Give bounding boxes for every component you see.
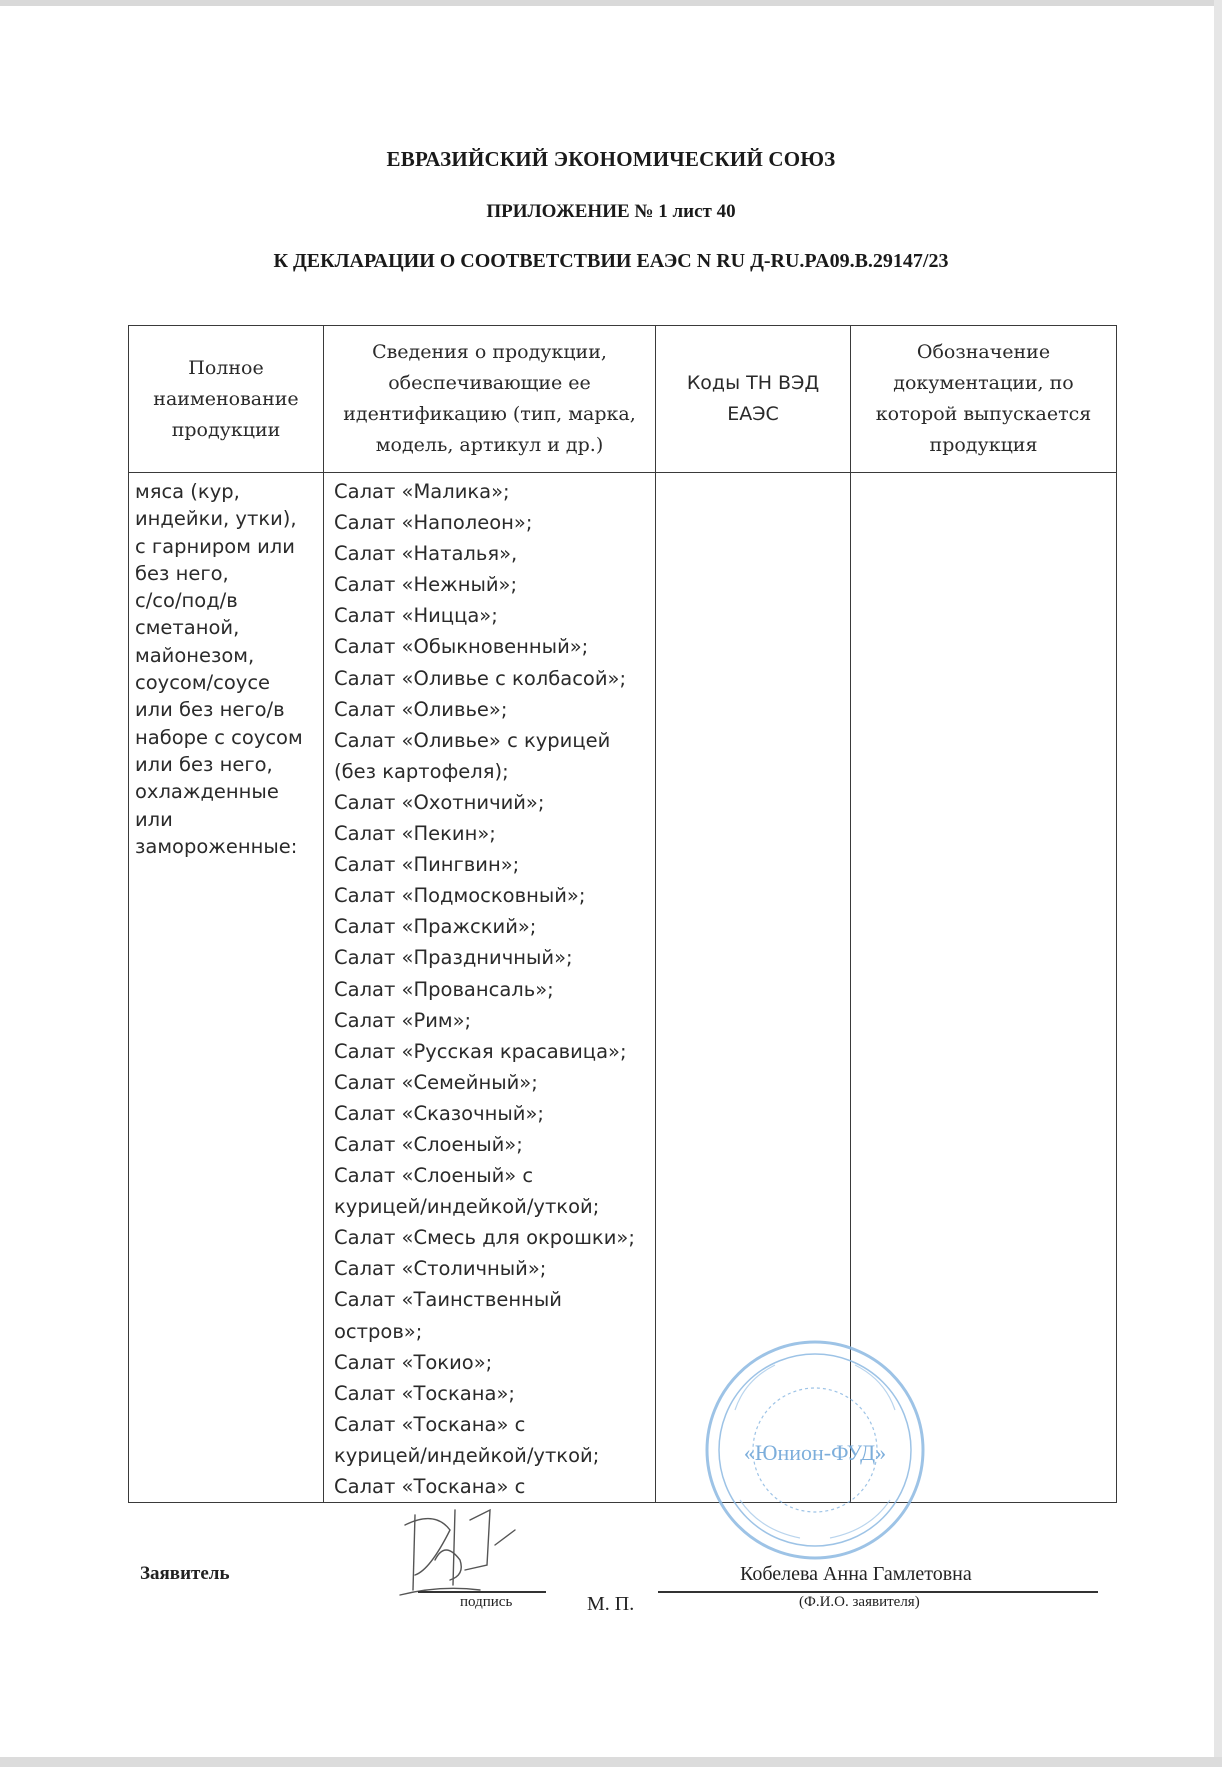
product-item: Салат «Оливье» с курицей — [334, 728, 611, 752]
product-item: Салат «Охотничий»; — [334, 790, 545, 814]
product-item: Салат «Пражский»; — [334, 915, 537, 939]
product-name-line: или без него/в — [135, 698, 285, 722]
product-item: Салат «Оливье»; — [334, 697, 508, 721]
seal-place-label: М. П. — [587, 1593, 635, 1615]
product-item: Салат «Наталья», — [334, 542, 518, 566]
product-item: Салат «Тоскана» с — [334, 1475, 526, 1498]
product-name-cell — [129, 473, 324, 1503]
product-item: Салат «Таинственный — [334, 1288, 562, 1312]
product-item: Салат «Подмосковный»; — [334, 884, 586, 908]
signature-caption: подпись — [460, 1594, 513, 1610]
product-name-line: наборе с соусом — [135, 725, 303, 749]
scan-edge-bottom — [0, 1757, 1222, 1767]
declaration-title: К ДЕКЛАРАЦИИ О СООТВЕТСТВИИ ЕАЭС N RU Д-RU.PA09.B.29147/23 — [273, 250, 949, 272]
product-item: Салат «Провансаль»; — [334, 977, 554, 1001]
product-item: Салат «Малика»; — [334, 480, 510, 503]
signature-line — [418, 1591, 546, 1593]
product-item: Салат «Ницца»; — [334, 604, 498, 628]
product-item: Салат «Пекин»; — [334, 822, 496, 846]
product-item: Салат «Семейный»; — [334, 1070, 538, 1094]
products-table — [128, 325, 1117, 1503]
product-item: курицей/индейкой/уткой; — [334, 1195, 600, 1219]
product-item: Салат «Нежный»; — [334, 573, 518, 597]
product-item: Салат «Наполеон»; — [334, 511, 533, 535]
product-item: Салат «Слоеный»; — [334, 1132, 523, 1156]
product-items-cell — [324, 473, 656, 1503]
product-item: Салат «Пингвин»; — [334, 853, 520, 877]
appendix-title: ПРИЛОЖЕНИЕ № 1 лист 40 — [486, 201, 736, 222]
product-name-line: или — [135, 807, 173, 831]
product-name-line: индейки, утки), — [135, 507, 297, 531]
product-item: Салат «Тоскана» с — [334, 1412, 526, 1436]
union-title: ЕВРАЗИЙСКИЙ ЭКОНОМИЧЕСКИЙ СОЮЗ — [386, 147, 836, 171]
product-item: Салат «Столичный»; — [334, 1257, 547, 1281]
product-name-line: охлажденные — [135, 780, 279, 804]
product-name-line: мяса (кур, — [135, 480, 240, 503]
product-item: Салат «Тоскана»; — [334, 1381, 515, 1405]
product-item: Салат «Сказочный»; — [334, 1101, 544, 1125]
product-name-line: с гарниром или — [135, 534, 295, 558]
col-header-tnved-codes: Коды ТН ВЭД ЕАЭС — [656, 326, 851, 473]
name-line — [658, 1591, 1098, 1593]
product-item: курицей/индейкой/уткой; — [334, 1443, 600, 1467]
table-header-row — [129, 326, 1117, 473]
company-seal — [695, 1330, 935, 1570]
product-item: Салат «Праздничный»; — [334, 946, 573, 970]
product-item: Салат «Русская красавица»; — [334, 1039, 627, 1063]
product-item: Салат «Токио»; — [334, 1350, 493, 1374]
product-name-line: сметаной, — [135, 616, 240, 640]
product-item: Салат «Смесь для окрошки»; — [334, 1226, 635, 1250]
product-name-line: майонезом, — [135, 643, 255, 667]
product-item: Салат «Оливье с колбасой»; — [334, 666, 627, 690]
product-item: Салат «Слоеный» с — [334, 1164, 534, 1188]
col-header-documentation: Обозначение документации, по которой выпускается продукция — [851, 326, 1117, 473]
scan-edge-top — [0, 0, 1222, 6]
seal-text: «Юнион-ФУД» — [743, 1440, 887, 1465]
applicant-label: Заявитель — [140, 1563, 230, 1584]
product-name-line: замороженные: — [135, 834, 298, 858]
col-header-product-info: Сведения о продукции, обеспечивающие ее идентификацию (тип, марка, модель, артикул и др.) — [324, 326, 656, 473]
col-header-product-name: Полное наименование продукции — [129, 326, 324, 473]
product-item: остров»; — [334, 1319, 423, 1343]
fio-caption: (Ф.И.О. заявителя) — [799, 1594, 920, 1610]
product-item: Салат «Обыкновенный»; — [334, 635, 589, 659]
product-name-line: без него, — [135, 561, 229, 585]
product-name-line: соусом/соусе — [135, 671, 271, 695]
product-name-line: с/со/под/в — [135, 589, 238, 613]
product-name-line: или без него, — [135, 752, 273, 776]
table-row — [129, 473, 1117, 1503]
product-item: (без картофеля); — [334, 759, 509, 783]
applicant-signature — [395, 1505, 545, 1605]
applicant-name: Кобелева Анна Гамлетовна — [740, 1563, 972, 1585]
product-item: Салат «Рим»; — [334, 1008, 472, 1032]
